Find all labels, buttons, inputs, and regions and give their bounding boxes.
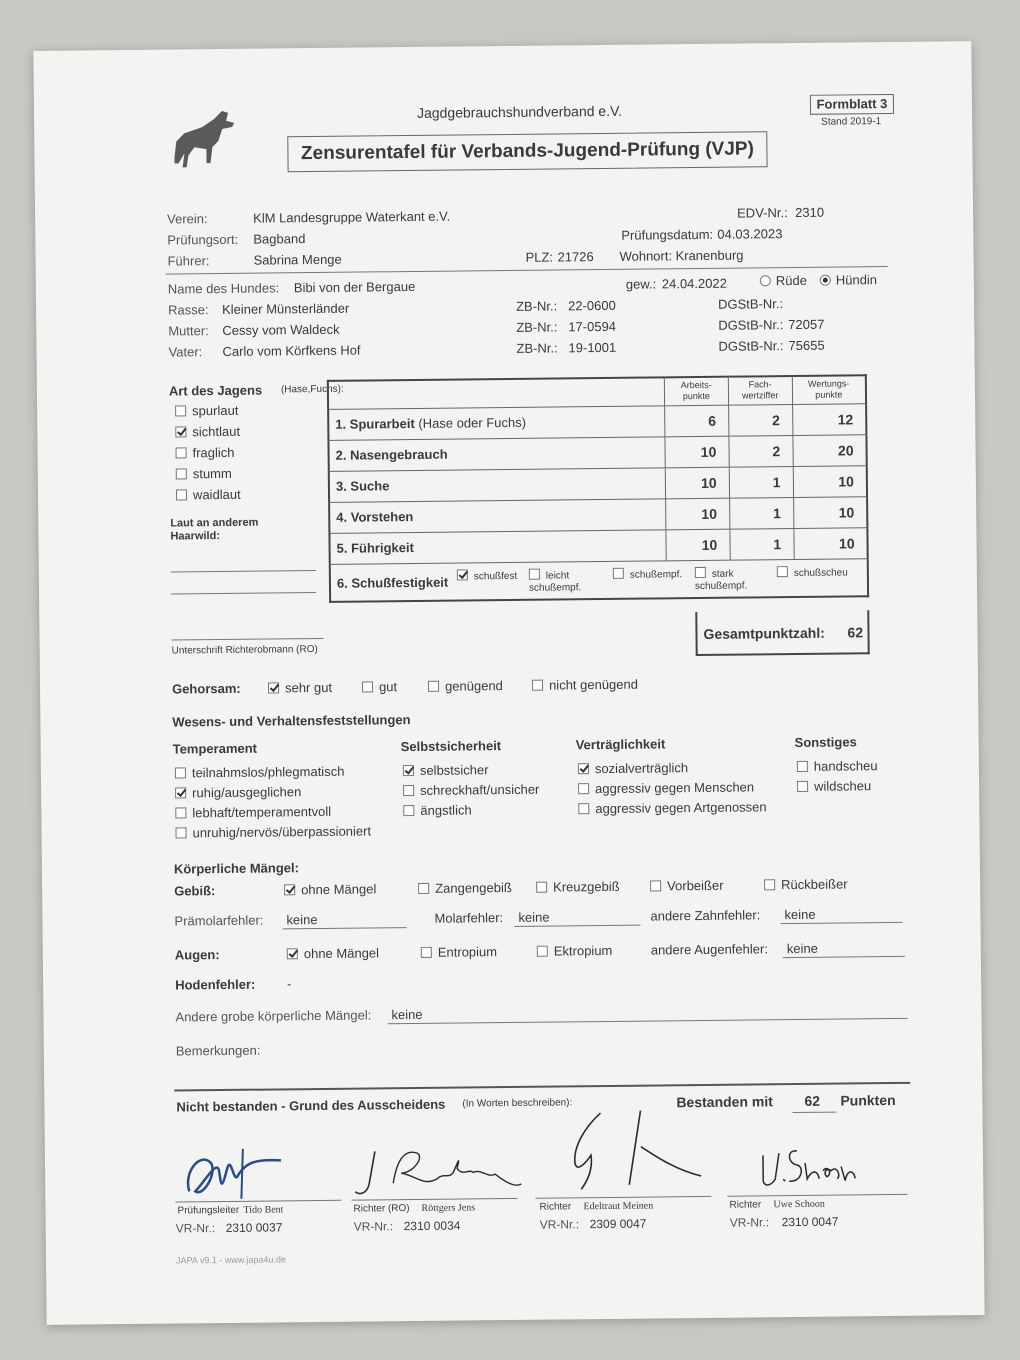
schuss-option-label: schußfest [473, 570, 518, 582]
mutter-label: Mutter: [168, 323, 209, 339]
score-arbeit: 10 [665, 467, 729, 499]
judge-name: Röttgers Jens [421, 1202, 476, 1214]
gehorsam-checkbox[interactable] [268, 682, 279, 693]
ro-signature-label: Unterschrift Richterobmann (RO) [171, 644, 318, 657]
result-divider [174, 1082, 910, 1092]
edv-value: 2310 [795, 204, 825, 220]
schuss-checkbox[interactable] [457, 569, 468, 580]
vater-dgstb-label: DGStB-Nr.: [718, 338, 784, 354]
selbst-option-label: schreckhaft/unsicher [420, 781, 540, 798]
vertrag-checkbox[interactable] [578, 783, 589, 794]
vater-zb: 19-1001 [568, 339, 617, 356]
schuss-checkbox[interactable] [529, 568, 540, 579]
gehorsam-checkbox[interactable] [532, 680, 543, 691]
col-wertung: Wertungs-punkte [792, 375, 866, 404]
ro-signature-line [172, 638, 324, 641]
selbst-option-label: ängstlich [420, 802, 472, 818]
gehorsam-option[interactable] [268, 680, 332, 696]
dog-name-label: Name des Hundes: [167, 280, 280, 297]
temperament-option[interactable] [175, 764, 345, 781]
schuss-label: 6. Schußfestigkeit [336, 574, 449, 591]
schuss-cell [330, 558, 868, 602]
score-arbeit: 6 [664, 405, 728, 437]
vertrag-option[interactable] [578, 779, 754, 796]
vater-zb-label: ZB-Nr.: [516, 340, 558, 356]
augen-option[interactable] [287, 945, 379, 961]
dog-name: Bibi von der Bergaue [293, 278, 416, 296]
jagen-option[interactable] [176, 466, 232, 482]
total-value: 62 [847, 624, 864, 641]
ruede-radio[interactable] [760, 275, 771, 286]
score-arbeit: 10 [665, 498, 729, 530]
sonst-checkbox[interactable] [797, 761, 808, 772]
vater-dgstb: 75655 [788, 337, 825, 354]
form-version: Stand 2019-1 [821, 116, 882, 128]
score-arbeit: 10 [666, 529, 730, 561]
col-fach: Fach-wertziffer [728, 376, 792, 405]
score-fach: 1 [729, 466, 793, 498]
schuss-option[interactable] [529, 568, 603, 595]
vertrag-option-label: sozialverträglich [594, 760, 689, 777]
judge-vr: 2309 0047 [589, 1216, 647, 1232]
score-wertung: 12 [792, 403, 866, 435]
score-arbeit: 10 [665, 436, 729, 468]
temperament-checkbox[interactable] [175, 767, 186, 778]
augenfehler-label: andere Augenfehler: [650, 941, 768, 958]
score-label: 2. Nasengebrauch [335, 446, 448, 463]
plz-label: PLZ: [525, 249, 554, 265]
schuss-option-label: stark schußempf. [694, 568, 748, 592]
bemerkungen-label: Bemerkungen: [175, 1042, 261, 1059]
score-sub: (Hase oder Fuchs) [418, 414, 527, 431]
mutter-dgstb: 72057 [788, 316, 825, 333]
huendin-radio[interactable] [820, 275, 831, 286]
augen-checkbox[interactable] [537, 946, 548, 957]
gehorsam-option[interactable] [532, 677, 638, 693]
sonst-checkbox[interactable] [797, 781, 808, 792]
judge-name: Edeltraut Meinen [583, 1200, 654, 1213]
vater-label: Vater: [168, 344, 203, 360]
sonst-option[interactable] [797, 758, 878, 774]
augen-label: Augen: [174, 947, 220, 963]
score-wertung: 10 [793, 496, 867, 528]
score-header-blank [328, 377, 665, 409]
augen-option-label: Ektropium [553, 942, 613, 959]
wohnort-value: Kranenburg [675, 247, 744, 264]
koerper-title: Körperliche Mängel: [173, 860, 299, 877]
score-label-cell [329, 498, 666, 533]
temperament-checkbox[interactable] [175, 827, 186, 838]
wesen-title: Wesens- und Verhaltensfeststellungen [172, 712, 411, 730]
judge-vr-label: VR-Nr.: [175, 1221, 216, 1236]
vertrag-checkbox[interactable] [578, 803, 589, 814]
laut-line [171, 570, 316, 573]
jagen-option-label: stumm [192, 465, 232, 482]
molar-label: Molarfehler: [434, 910, 504, 926]
augen-checkbox[interactable] [287, 948, 298, 959]
vertrag-checkbox[interactable] [578, 763, 589, 774]
temperament-option-label: lebhaft/temperamentvoll [192, 803, 332, 821]
schuss-option[interactable] [457, 568, 517, 582]
gebiss-checkbox[interactable] [418, 883, 429, 894]
fuehrer-value: Sabrina Menge [253, 251, 342, 268]
gebiss-option-label: ohne Mängel [301, 881, 377, 898]
jagen-checkbox[interactable] [176, 468, 187, 479]
total-box [695, 610, 869, 656]
jagen-checkbox[interactable] [176, 447, 187, 458]
selbst-option[interactable] [403, 802, 471, 818]
field-line [388, 1018, 908, 1024]
vater-value: Carlo vom Körfkens Hof [222, 342, 361, 359]
andere-value: keine [391, 1006, 423, 1023]
ruede-option[interactable] [760, 273, 807, 288]
signature-richter-2 [757, 1140, 858, 1191]
datum-label: Prüfungsdatum: [621, 226, 714, 243]
judge-vr: 2310 0047 [781, 1214, 839, 1230]
bestanden-points: 62 [804, 1092, 821, 1109]
vertrag-option[interactable] [578, 799, 766, 816]
selbst-title: Selbstsicherheit [400, 738, 502, 755]
gebiss-checkbox[interactable] [764, 879, 775, 890]
jagen-title: Art des Jagens [168, 382, 263, 399]
augen-option-label: Entropium [437, 944, 498, 960]
score-fach: 1 [730, 528, 794, 560]
ruede-label: Rüde [775, 272, 807, 289]
judge-vr-label: VR-Nr.: [353, 1219, 394, 1234]
augen-checkbox[interactable] [421, 947, 432, 958]
wohnort-label: Wohnort: [619, 248, 673, 264]
verein-label: Verein: [167, 211, 208, 227]
temperament-title: Temperament [172, 740, 258, 757]
page-title-box [287, 131, 767, 172]
schuss-checkbox[interactable] [613, 567, 624, 578]
vertrag-option-label: aggressiv gegen Menschen [595, 779, 755, 797]
jagen-option[interactable] [175, 424, 240, 440]
selbst-checkbox[interactable] [403, 785, 414, 796]
gebiss-checkbox[interactable] [650, 880, 661, 891]
plz-value: 21726 [557, 249, 594, 265]
total-label: Gesamtpunktzahl: [703, 624, 825, 642]
association-name: Jagdgebrauchshundverband e.V. [416, 102, 623, 121]
gehorsam-option-label: gut [378, 679, 398, 695]
gehorsam-checkbox[interactable] [428, 681, 439, 692]
gew-value: 24.04.2022 [661, 275, 727, 292]
ort-value: Bagband [253, 231, 306, 247]
score-label-cell [328, 405, 665, 440]
augen-option[interactable] [421, 944, 497, 960]
score-label: 4. Vorstehen [336, 508, 414, 525]
footer-note: JAPA v9.1 - www.japa4u.de [175, 1254, 286, 1266]
judge-vr-label: VR-Nr.: [539, 1217, 580, 1232]
field-line [783, 956, 905, 958]
temperament-option[interactable] [175, 823, 371, 840]
vertrag-option[interactable] [578, 760, 688, 776]
jagen-checkbox[interactable] [175, 426, 186, 437]
field-line [515, 925, 641, 927]
bestanden-label: Bestanden mit [676, 1093, 773, 1111]
points-line [793, 1112, 837, 1113]
laut-label: Laut an anderem Haarwild: [170, 516, 259, 543]
mutter-zb-label: ZB-Nr.: [516, 319, 558, 335]
schuss-checkbox[interactable] [695, 566, 706, 577]
score-fach: 1 [729, 497, 793, 529]
gebiss-option-label: Zangengebiß [435, 879, 512, 896]
judge-vr-label: VR-Nr.: [729, 1215, 770, 1230]
judge-role: Prüfungsleiter [177, 1204, 240, 1217]
score-table [327, 374, 869, 603]
form-sheet [33, 41, 984, 1325]
gebiss-option-label: Rückbeißer [781, 876, 848, 893]
judge-role: Richter [539, 1201, 572, 1213]
fuehrer-label: Führer: [167, 253, 210, 269]
gebiss-option-label: Vorbeißer [667, 877, 724, 894]
temperament-option-label: unruhig/nervös/überpassioniert [192, 823, 372, 841]
score-wertung: 10 [793, 465, 867, 497]
selbst-option[interactable] [403, 782, 539, 798]
hoden-label: Hodenfehler: [175, 976, 256, 993]
datum-value: 04.03.2023 [717, 226, 783, 242]
mutter-zb: 17-0594 [568, 318, 617, 335]
nicht-bestanden-hint: (In Worten beschreiben): [462, 1097, 573, 1110]
jagen-hint: (Hase,Fuchs): [280, 383, 344, 396]
page-title: Zensurentafel für Verbands-Jugend-Prüfung (VJP) [300, 138, 754, 165]
gehorsam-option-label: genügend [444, 678, 503, 694]
form-label-box [810, 94, 894, 115]
schuss-option-label: schußempf. [629, 568, 683, 581]
jagen-option[interactable] [175, 403, 238, 419]
selbst-option-label: selbstsicher [419, 762, 489, 778]
laut-line [171, 592, 316, 595]
gebiss-option[interactable] [284, 881, 376, 897]
gehorsam-label: Gehorsam: [171, 680, 241, 697]
temperament-option-label: teilnahmslos/phlegmatisch [191, 763, 345, 781]
zb-label: ZB-Nr.: [515, 298, 558, 314]
sonst-option-label: wildscheu [814, 778, 872, 794]
sonst-title: Sonstiges [794, 734, 857, 751]
sonst-option-label: handscheu [813, 758, 878, 774]
gebiss-option[interactable] [536, 879, 620, 895]
huendin-option[interactable] [820, 272, 877, 288]
punkte-label: Punkten [840, 1091, 896, 1109]
molar-value: keine [518, 909, 550, 925]
selbst-checkbox[interactable] [403, 765, 414, 776]
rasse-value: Kleiner Münsterländer [221, 300, 350, 317]
temperament-checkbox[interactable] [175, 787, 186, 798]
zahn-label: andere Zahnfehler: [650, 907, 761, 924]
schuss-option[interactable] [613, 567, 682, 581]
signature-richter-1 [540, 1106, 711, 1198]
score-label: 5. Führigkeit [336, 539, 414, 556]
judge-name: Uwe Schoon [773, 1198, 825, 1211]
jagen-checkbox[interactable] [176, 489, 187, 500]
selbst-checkbox[interactable] [403, 805, 414, 816]
andere-label: Andere grobe körperliche Mängel: [175, 1007, 372, 1025]
schuss-checkbox[interactable] [777, 566, 788, 577]
dgstb-label: DGStB-Nr.: [717, 296, 784, 312]
augenfehler-value: keine [786, 940, 818, 957]
judge-role: Richter (RO) [353, 1203, 410, 1215]
gehorsam-option-label: nicht genügend [548, 676, 639, 693]
jagen-option-label: sichtlaut [192, 423, 241, 440]
judge-vr: 2310 0034 [403, 1218, 461, 1234]
score-label-cell [329, 467, 666, 502]
gebiss-label: Gebiß: [174, 883, 216, 899]
hoden-value: - [287, 976, 292, 992]
verein-value: KlM Landesgruppe Waterkant e.V. [253, 208, 451, 226]
vertrag-option-label: aggressiv gegen Artgenossen [595, 799, 767, 817]
score-label: 1. Spurarbeit [335, 415, 415, 432]
gebiss-option[interactable] [650, 878, 724, 894]
field-line [283, 927, 407, 929]
jagen-option-label: waidlaut [192, 486, 241, 503]
gebiss-option[interactable] [418, 880, 512, 896]
score-wertung: 20 [793, 434, 867, 466]
col-arbeit: Arbeits-punkte [664, 377, 728, 406]
schuss-option[interactable] [777, 565, 848, 579]
field-line [781, 922, 903, 924]
gebiss-checkbox[interactable] [536, 882, 547, 893]
score-label-cell [329, 529, 666, 564]
score-fach: 2 [729, 435, 793, 467]
judge-vr: 2310 0037 [225, 1220, 283, 1235]
ort-label: Prüfungsort: [167, 231, 239, 248]
augen-option-label: ohne Mängel [303, 945, 380, 962]
nicht-bestanden-label: Nicht bestanden - Grund des Ausscheidens [176, 1096, 446, 1115]
jagen-option[interactable] [175, 445, 234, 461]
temperament-option[interactable] [175, 804, 331, 821]
mutter-dgstb-label: DGStB-Nr.: [718, 317, 784, 333]
sonst-option[interactable] [797, 778, 871, 794]
gehorsam-option-label: sehr gut [284, 679, 333, 696]
form-label: Formblatt 3 [816, 96, 888, 112]
judge-role: Richter [729, 1199, 762, 1211]
schuss-option-label: leicht schußempf. [528, 569, 582, 594]
gew-label: gew.: [625, 276, 657, 292]
score-label-cell [328, 436, 665, 471]
schuss-option[interactable] [695, 566, 769, 593]
score-wertung: 10 [794, 527, 868, 559]
praemolar-label: Prämolarfehler: [174, 912, 264, 929]
schuss-option-label: schußscheu [793, 566, 848, 579]
gehorsam-option[interactable] [362, 679, 397, 694]
vertrag-title: Verträglichkeit [575, 736, 666, 753]
augen-option[interactable] [537, 943, 613, 959]
temperament-option[interactable] [175, 784, 301, 800]
jagen-option[interactable] [176, 487, 241, 503]
selbst-option[interactable] [403, 762, 489, 778]
rasse-label: Rasse: [167, 302, 209, 318]
temperament-option-label: ruhig/ausgeglichen [192, 784, 302, 801]
mutter-value: Cessy vom Waldeck [222, 321, 340, 338]
temperament-checkbox[interactable] [175, 807, 186, 818]
gehorsam-checkbox[interactable] [362, 681, 373, 692]
score-fach: 2 [728, 404, 792, 436]
gebiss-checkbox[interactable] [284, 884, 295, 895]
judge-name: Tido Bent [243, 1204, 284, 1216]
schuss-row [330, 558, 868, 602]
jagen-checkbox[interactable] [175, 405, 186, 416]
gebiss-option[interactable] [764, 876, 848, 892]
signature-line [727, 1194, 907, 1197]
gebiss-option-label: Kreuzgebiß [553, 878, 620, 895]
huendin-label: Hündin [835, 272, 878, 288]
zb-value: 22-0600 [567, 297, 616, 314]
signature-richter-ro [345, 1138, 526, 1204]
dog-logo [162, 97, 243, 178]
zahn-value: keine [784, 906, 816, 923]
score-label: 3. Suche [335, 478, 390, 494]
jagen-option-label: fraglich [192, 444, 235, 461]
gehorsam-option[interactable] [428, 678, 503, 694]
edv-label: EDV-Nr.: [737, 205, 788, 221]
praemolar-value: keine [286, 912, 318, 928]
signature-pruefungsleiter [181, 1140, 302, 1205]
jagen-option-label: spurlaut [192, 402, 239, 419]
